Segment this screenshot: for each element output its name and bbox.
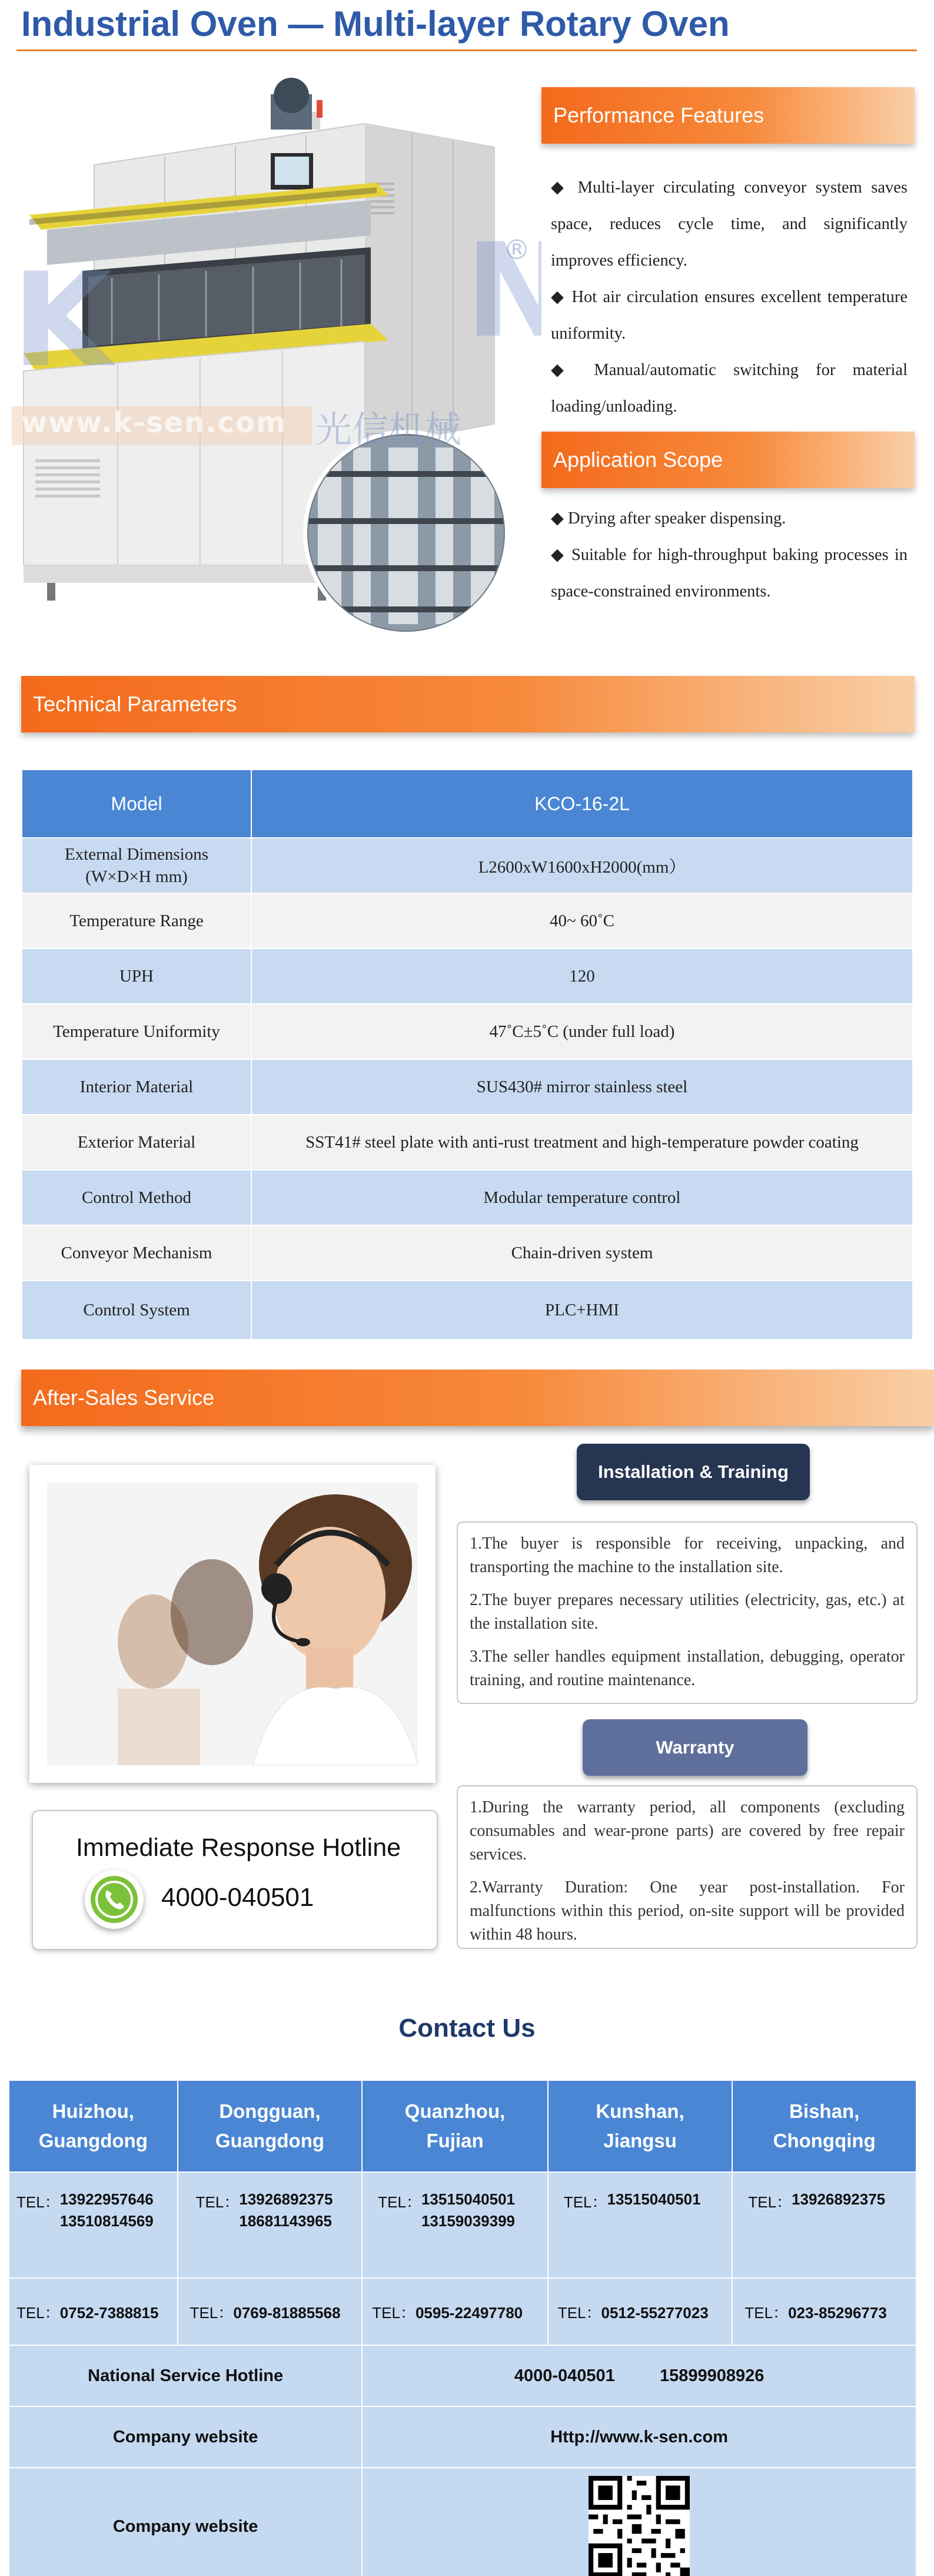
param-value: 47˚C±5˚C (under full load) [251,1004,913,1059]
param-label: Temperature Uniformity [22,1004,251,1059]
param-label: Temperature Range [22,893,251,949]
landline-number: 023-85296773 [788,2303,887,2322]
param-value: SUS430# mirror stainless steel [251,1059,913,1115]
mobile-number: 13922957646 [59,2190,154,2208]
application-item: ◆ Suitable for high-throughput baking processes in space-constrained environments. [551,546,908,601]
table-row [22,1059,913,1115]
technical-parameters-table [21,769,913,1340]
office-landline-cell [732,2278,916,2345]
office-landline-cell [9,2278,178,2345]
phone-icon [85,1870,144,1929]
application-item: ◆ Drying after speaker dispensing. [551,509,786,528]
contact-header-row [9,2080,916,2172]
table-row [22,893,913,949]
param-value: 40~ 60˚C [251,893,913,949]
tel-prefix: TEL： [16,2193,60,2211]
param-label: Exterior Material [22,1115,251,1170]
hotline-title: Immediate Response Hotline [75,1834,401,1862]
qr-row [9,2468,916,2576]
qr-code [589,2476,690,2576]
param-value: 120 [251,949,913,1004]
warranty-item: 2.Warranty Duration: One year post-installation. For malfunctions within this period, on-site support will be provided within 48 hours. [470,1878,905,1944]
table-row [22,1170,913,1225]
param-value: Modular temperature control [251,1170,913,1225]
svg-text:N: N [465,216,541,366]
param-label: External Dimensions (W×D×H mm) [22,838,251,893]
performance-item: ◆ Manual/automatic switching for material loading/unloading. [551,361,908,416]
watermark-url: www.k-sen.com [21,406,287,439]
website-row [9,2406,916,2468]
table-row [22,1281,913,1340]
param-value: KCO-16-2L [251,770,913,838]
mobile-number: 13515040501 [607,2190,701,2208]
table-row [22,1225,913,1281]
office-landline-cell [178,2278,363,2345]
param-value: L2600xW1600xH2000(mm） [251,838,913,893]
mobile-row [9,2172,916,2278]
landline-number: 0769-81885568 [233,2303,341,2322]
application-scope-title: Application Scope [553,447,723,472]
landline-number: 0595-22497780 [415,2303,523,2322]
hotline-number: 4000-040501 [161,1883,314,1912]
landline-number: 0752-7388815 [59,2303,159,2322]
performance-features-list [551,170,908,425]
technical-parameters-title: Technical Parameters [33,692,237,716]
table-row [22,1004,913,1059]
office-city: Huizhou, Guangdong [9,2080,178,2172]
warranty-item: 1.During the warranty period, all components (excluding consumables and wear-prone parts) are covered by free repair services. [470,1798,905,1864]
param-label: Conveyor Mechanism [22,1225,251,1281]
tel-prefix: TEL： [744,2303,789,2322]
office-landline-cell [548,2278,733,2345]
table-row [22,838,913,893]
qr-label: Company website [9,2468,362,2576]
param-value: Chain-driven system [251,1225,913,1281]
after-sales-title: After-Sales Service [33,1385,215,1410]
national-hotline-row [9,2345,916,2406]
office-city: Dongguan, Guangdong [178,2080,363,2172]
param-label: UPH [22,949,251,1004]
tel-prefix: TEL： [195,2193,240,2211]
national-hotline-label: National Service Hotline [9,2345,362,2406]
mobile-number: 18681143965 [239,2212,332,2230]
param-label: Control System [22,1281,251,1340]
office-mobile-cell [178,2172,363,2278]
office-mobile-cell [9,2172,178,2278]
tel-prefix: TEL： [16,2303,60,2322]
warranty-box [457,1785,918,1949]
landline-row [9,2278,916,2345]
after-sales-header [21,1370,934,1426]
mobile-number: 13926892375 [792,2190,886,2208]
param-label: Model [22,770,251,838]
technical-parameters-header [21,676,915,732]
mobile-number: 13926892375 [239,2190,333,2208]
website-link[interactable]: Http://www.k-sen.com [362,2406,916,2468]
website-label: Company website [9,2406,362,2468]
contact-table [8,2080,917,2576]
table-header-row [22,770,913,838]
param-label: Interior Material [22,1059,251,1115]
office-city: Kunshan, Jiangsu [548,2080,733,2172]
performance-item: ◆ Hot air circulation ensures excellent temperature uniformity. [551,288,908,343]
param-label: Control Method [22,1170,251,1225]
warranty-label: Warranty [583,1719,807,1776]
tel-prefix: TEL： [557,2303,601,2322]
office-mobile-cell [732,2172,916,2278]
watermark-brand: 光信机械 [315,408,462,451]
param-value: SST41# steel plate with anti-rust treatment and high-temperature powder coating [251,1115,913,1170]
office-mobile-cell [362,2172,548,2278]
table-row [22,1115,913,1170]
mobile-number: 13159039399 [421,2212,516,2230]
national-hotline-cell [362,2345,916,2406]
office-mobile-cell [548,2172,733,2278]
national-hotline-number: 4000-040501 [514,2366,615,2385]
mobile-number: 13510814569 [59,2212,154,2230]
tel-prefix: TEL： [563,2193,607,2211]
svg-text:K: K [12,245,112,396]
contact-title: Contact Us [398,2014,536,2043]
title-underline [16,49,917,51]
param-value: PLC+HMI [251,1281,913,1340]
table-row [22,949,913,1004]
page-title: Industrial Oven — Multi-layer Rotary Oven [21,4,730,44]
installation-item: 3.The seller handles equipment installation, debugging, operator training, and routine maintenance. [470,1647,905,1689]
service-photo [29,1465,436,1783]
performance-features-title: Performance Features [553,103,765,127]
office-city: Bishan, Chongqing [732,2080,916,2172]
svg-text:®: ® [503,234,530,266]
tel-prefix: TEL： [748,2193,792,2211]
tel-prefix: TEL： [378,2193,421,2211]
installation-training-box [457,1521,918,1704]
office-landline-cell [362,2278,548,2345]
installation-training-label: Installation & Training [577,1444,810,1500]
qr-cell [362,2468,916,2576]
installation-item: 2.The buyer prepares necessary utilities (electricity, gas, etc.) at the installation site. [470,1591,905,1633]
national-hotline-number: 15899908926 [659,2366,765,2385]
application-scope-list [551,500,908,610]
mobile-number: 13515040501 [421,2190,516,2208]
installation-item: 1.The buyer is responsible for receiving, unpacking, and transporting the machine to the installation site. [470,1534,905,1576]
product-image [12,59,541,642]
application-scope-header [541,432,915,488]
tel-prefix: TEL： [190,2303,234,2322]
office-city: Quanzhou, Fujian [362,2080,548,2172]
performance-item: ◆ Multi-layer circulating conveyor system saves space, reduces cycle time, and significantly improves efficiency. [551,178,908,270]
tel-prefix: TEL： [372,2303,416,2322]
landline-number: 0512-55277023 [601,2303,709,2322]
performance-features-header [541,87,915,144]
